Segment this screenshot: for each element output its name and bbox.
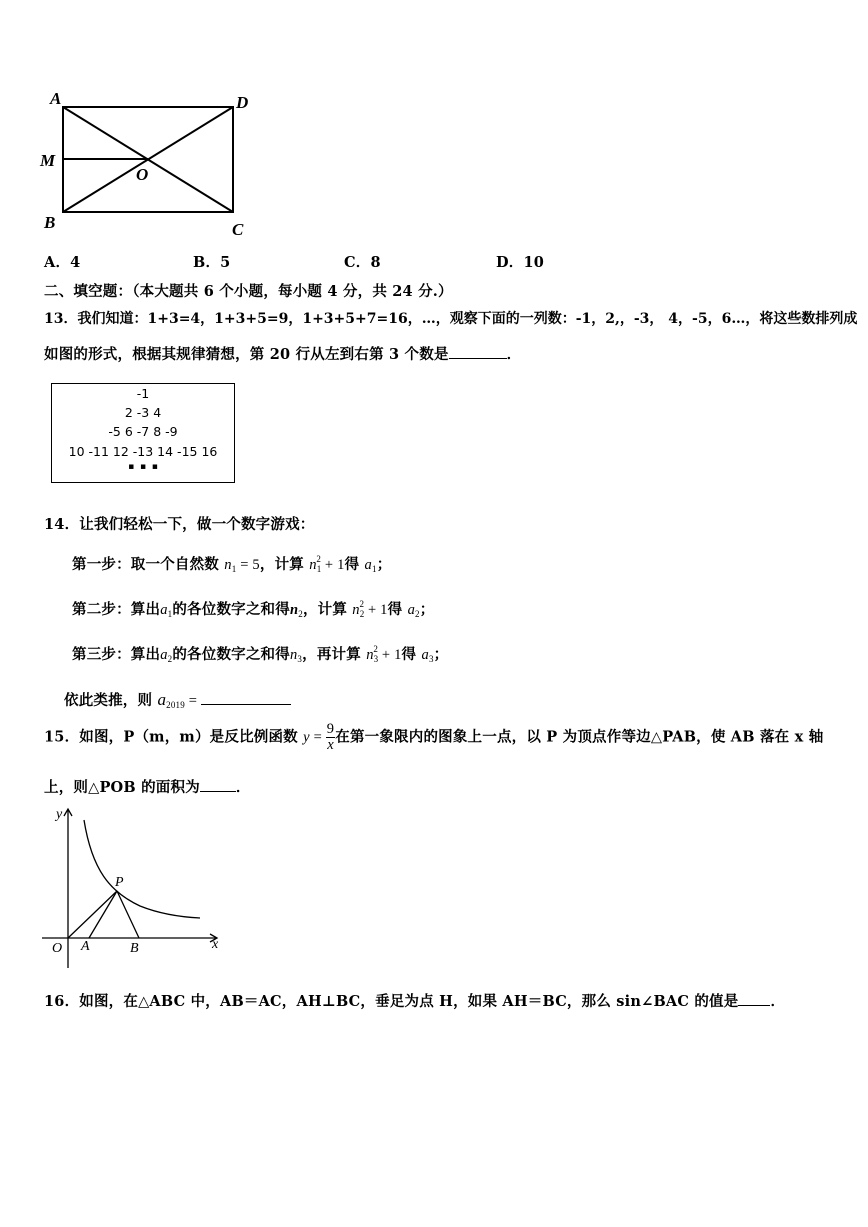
step3-text: 第三步：算出	[72, 646, 161, 663]
q13-text: 如图的形式，根据其规律猜想，第 20 行从左到右第 3 个数是	[44, 346, 449, 363]
equals-sign: =	[309, 729, 326, 746]
label-b: B	[130, 941, 139, 956]
q14-step1	[72, 553, 391, 574]
q15-text-2: 上，则△POB 的面积为	[44, 779, 200, 796]
equals-five: = 5	[236, 557, 260, 573]
step1-text: 第一步：取一个自然数	[72, 556, 219, 573]
sub-1: 1	[231, 564, 237, 574]
sub-2: 2	[298, 609, 303, 619]
q13-answer-blank	[449, 344, 507, 359]
a-symbol: a	[160, 602, 168, 618]
step1-end: ；	[376, 556, 392, 573]
label-y: y	[56, 807, 63, 822]
step3-compute: ，再计算	[302, 646, 361, 663]
q14-conclusion	[64, 689, 291, 710]
q14-step3	[72, 643, 448, 664]
equals-sign: =	[184, 693, 201, 709]
q16-line	[44, 990, 785, 1011]
label-a: A	[81, 939, 90, 954]
fraction-denominator: x	[327, 737, 334, 753]
step2-get: 得	[387, 601, 403, 618]
q14-step2	[72, 598, 434, 619]
n-symbol: n	[224, 557, 232, 573]
triangle-row-2: 2 -3 4	[124, 405, 162, 420]
triangle-row-1: -1	[136, 386, 150, 401]
n-symbol: n	[366, 647, 374, 663]
sub-1: 1	[316, 564, 322, 574]
hyperbola-curve	[84, 820, 200, 918]
a-symbol: a	[160, 647, 168, 663]
q15-line2	[44, 776, 251, 797]
plus-one: + 1	[378, 647, 402, 663]
rectangle-figure	[36, 88, 266, 243]
sub-3: 3	[297, 654, 303, 664]
number-triangle-box	[51, 383, 235, 483]
label-a: A	[50, 89, 62, 108]
step3-end: ；	[433, 646, 449, 663]
q16-text: 16．如图，在△ABC 中，AB＝AC，AH⊥BC，垂足为点 H，如果 AH＝BC，那么 sin∠BAC 的值是	[44, 993, 739, 1010]
label-d: D	[236, 93, 249, 112]
q13-line1: 13．我们知道：1+3=4，1+3+5=9，1+3+5+7=16，…，观察下面的一列数：-1，2,，-3， 4，-5，6…，将这些数排列成	[44, 311, 858, 327]
sub-3: 3	[428, 654, 434, 664]
triangle-row-5: ▪ ▪ ▪	[128, 462, 158, 472]
sub-3: 3	[373, 654, 379, 664]
q16-answer-blank	[738, 991, 770, 1006]
sub-2: 2	[167, 654, 173, 664]
sup-2: 2	[359, 599, 365, 609]
step1-compute: ，计算	[259, 556, 304, 573]
q13-period: ．	[506, 346, 522, 363]
fraction-9-over-x	[326, 722, 335, 753]
n-symbol: n	[289, 602, 299, 618]
sub-2: 2	[415, 609, 420, 619]
q16-period: ．	[770, 993, 786, 1010]
q15-line1	[44, 722, 823, 753]
a-symbol: a	[157, 690, 167, 709]
n-symbol: n	[352, 602, 360, 618]
q15-period: ．	[235, 779, 251, 796]
sub-2: 2	[359, 609, 365, 619]
segment-bp	[117, 891, 139, 938]
a-symbol: a	[407, 602, 416, 618]
q15-answer-blank	[200, 777, 236, 792]
n-symbol: n	[289, 647, 298, 663]
triangle-row-4: 10 -11 12 -13 14 -15 16	[68, 444, 218, 459]
a-symbol: a	[364, 557, 372, 573]
conclusion-text: 依此类推，则	[64, 692, 153, 709]
fraction-numerator: 9	[326, 721, 335, 737]
sup-2: 2	[373, 644, 379, 654]
q14-answer-blank	[201, 690, 291, 705]
choice-c: C．8	[344, 254, 381, 271]
q15-text: 15．如图，P（m，m）是反比例函数	[44, 728, 298, 746]
sub-1: 1	[167, 609, 173, 619]
plus-one: + 1	[364, 602, 388, 618]
sub-2019: 2019	[166, 700, 185, 710]
step3-digits: 的各位数字之和得	[172, 646, 290, 663]
a-symbol: a	[421, 647, 429, 663]
q14-intro: 14．让我们轻松一下，做一个数字游戏：	[44, 516, 315, 533]
label-m: M	[40, 151, 56, 170]
triangle-row-3: -5 6 -7 8 -9	[108, 424, 178, 439]
label-p: P	[115, 875, 124, 890]
hyperbola-figure	[40, 800, 230, 975]
section-heading: 二、填空题：（本大题共 6 个小题，每小题 4 分，共 24 分.）	[44, 283, 453, 300]
choice-d: D．10	[496, 254, 545, 271]
step2-digits: 的各位数字之和得	[172, 601, 290, 618]
step2-end: ；	[419, 601, 435, 618]
choice-a: A．4	[44, 254, 81, 271]
sub-1: 1	[372, 564, 377, 574]
choice-b: B．5	[193, 254, 231, 271]
label-o: O	[136, 165, 149, 184]
y-symbol: y	[303, 729, 310, 746]
plus-one: + 1	[321, 557, 345, 573]
step3-get: 得	[401, 646, 417, 663]
q15-text-rest: 在第一象限内的图象上一点，以 P 为顶点作等边△PAB，使 AB 落在 x 轴	[335, 728, 824, 746]
label-o: O	[52, 941, 63, 956]
sup-2: 2	[316, 554, 322, 564]
label-x: x	[212, 937, 219, 952]
n-symbol: n	[309, 557, 317, 573]
label-b: B	[44, 213, 56, 232]
q13-line2	[44, 343, 521, 364]
step2-text: 第二步：算出	[72, 601, 161, 618]
label-c: C	[232, 220, 244, 239]
step1-get: 得	[344, 556, 360, 573]
step2-compute: ，计算	[302, 601, 348, 618]
